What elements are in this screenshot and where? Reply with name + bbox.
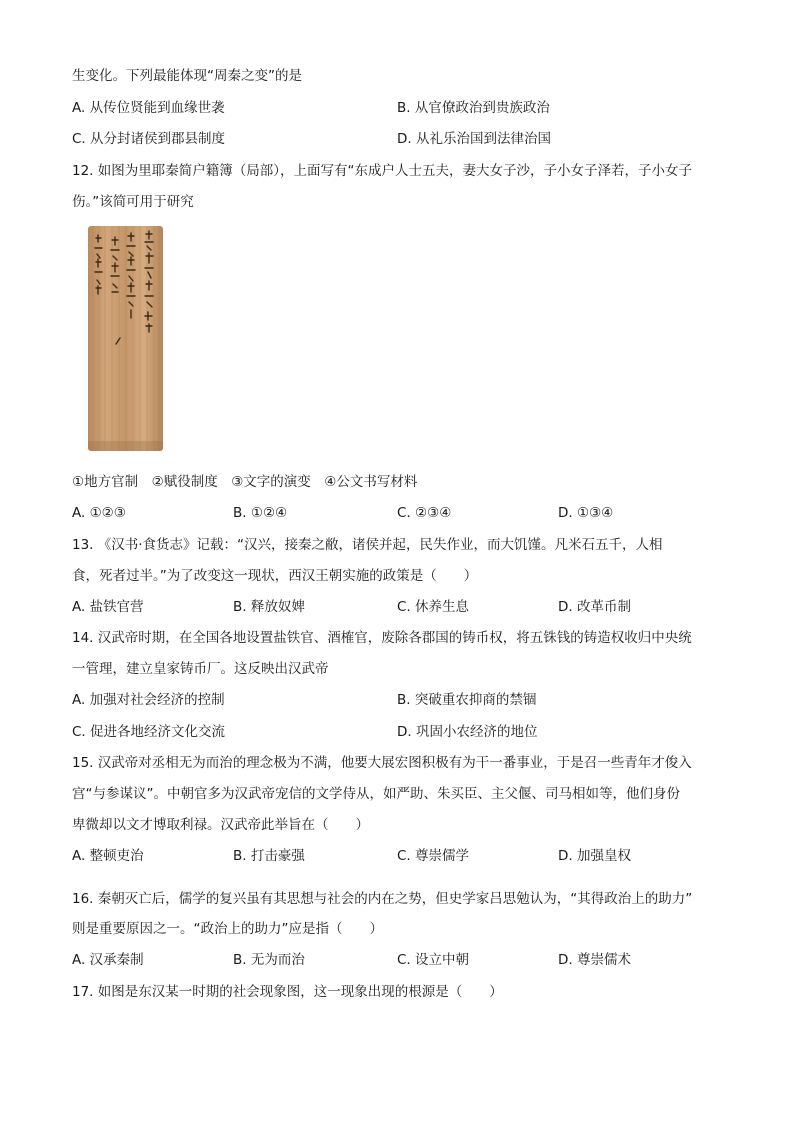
q12-option-d[interactable]: D. ①③④ [558,505,614,521]
q12-option-a[interactable]: A. ①②③ [72,505,126,521]
q14-option-d[interactable]: D. 巩固小农经济的地位 [397,724,538,740]
q16-stem-line1: 16. 秦朝灭亡后，儒学的复兴虽有其思想与社会的内在之势，但史学家吕思勉认为，“其得政治上的助力” [72,891,693,907]
q14-option-b[interactable]: B. 突破重农抑商的禁锢 [397,692,537,708]
q16-option-d[interactable]: D. 尊崇儒术 [558,952,631,968]
q15-option-d[interactable]: D. 加强皇权 [558,848,631,864]
q16-option-b[interactable]: B. 无为而治 [233,952,305,968]
q13-option-c[interactable]: C. 休养生息 [397,599,470,615]
q15-stem-line1: 15. 汉武帝对丞相无为而治的理念极为不满，他要大展宏图积极有为干一番事业，于是召一些青年才俊入 [72,755,692,771]
q12-option-c[interactable]: C. ②③④ [397,505,452,521]
q15-stem-line3: 卑微却以文才博取利禄。汉武帝此举旨在（ ） [72,817,369,833]
option-c[interactable]: C. 从分封诸侯到郡县制度 [72,131,226,147]
bamboo-slip-image [88,226,163,451]
q12-option-b[interactable]: B. ①②④ [233,505,288,521]
option-d[interactable]: D. 从礼乐治国到法律治国 [397,131,551,147]
q16-stem-line2: 则是重要原因之一。“政治上的助力”应是指（ ） [72,921,383,937]
q13-option-b[interactable]: B. 释放奴婢 [233,599,305,615]
q13-stem-line2: 食，死者过半。”为了改变这一现状，西汉王朝实施的政策是（ ） [72,568,478,584]
question-intro-tail: 生变化。下列最能体现“周秦之变”的是 [72,68,302,84]
q13-option-a[interactable]: A. 盐铁官营 [72,599,144,615]
q16-option-a[interactable]: A. 汉承秦制 [72,952,144,968]
q15-stem-line2: 宫“与参谋议”。中朝官多为汉武帝宠信的文学侍从，如严助、朱买臣、主父偃、司马相如等，他们身份 [72,786,680,802]
q13-stem-line1: 13. 《汉书·食货志》记载：“汉兴，接秦之敝，诸侯并起，民失作业，而大饥馑。凡米石五千，人相 [72,537,663,553]
option-a[interactable]: A. 从传位贤能到血缘世袭 [72,100,225,116]
q12-items: ①地方官制 ②赋役制度 ③文字的演变 ④公文书写材料 [72,474,418,490]
option-b[interactable]: B. 从官僚政治到贵族政治 [397,100,550,116]
q17-stem-line1: 17. 如图是东汉某一时期的社会现象图，这一现象出现的根源是（ ） [72,984,503,1000]
q15-option-c[interactable]: C. 尊崇儒学 [397,848,470,864]
q13-option-d[interactable]: D. 改革币制 [558,599,631,615]
q12-stem-line1: 12. 如图为里耶秦简户籍簿（局部），上面写有“东成户人士五夫，妻大女子沙，子小女子泽若，子小女子 [72,163,693,179]
q14-stem-line1: 14. 汉武帝时期，在全国各地设置盐铁官、酒榷官，废除各郡国的铸币权，将五铢钱的铸造权收归中央统 [72,630,692,646]
q15-option-a[interactable]: A. 整顿吏治 [72,848,144,864]
q16-option-c[interactable]: C. 设立中朝 [397,952,470,968]
q14-option-a[interactable]: A. 加强对社会经济的控制 [72,692,225,708]
q14-option-c[interactable]: C. 促进各地经济文化交流 [72,724,226,740]
q14-stem-line2: 一管理，建立皇家铸币厂。这反映出汉武帝 [72,661,329,677]
q15-option-b[interactable]: B. 打击豪强 [233,848,305,864]
q12-stem-line2: 伤。”该简可用于研究 [72,194,194,210]
